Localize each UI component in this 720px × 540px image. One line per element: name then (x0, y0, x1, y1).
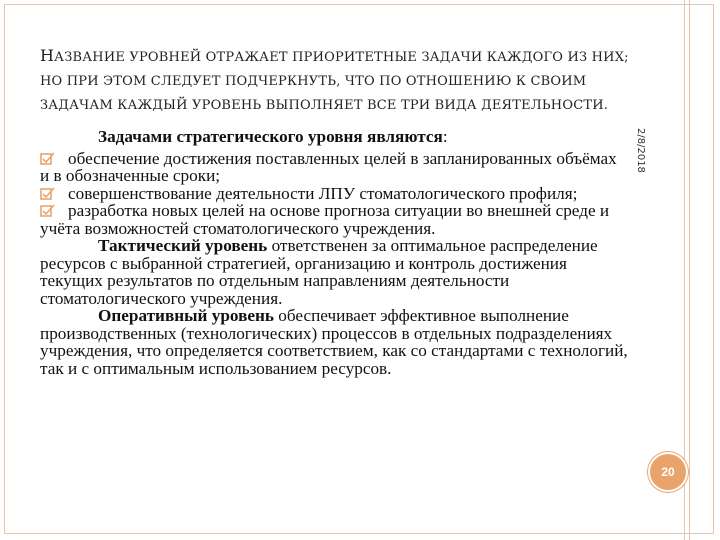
operative-text: обеспечивает эффективное выполнение производственных (технологических) процессов в отдельных подразделениях учреждения, что определяется соответствием, как со стандартами с технологий, так и с оптимальным использованием ресурсов. (40, 306, 628, 378)
bullet-text: совершенствование деятельности ЛПУ стоматологического профиля; (68, 183, 578, 203)
slide-body (40, 128, 630, 377)
title-text: АЗВАНИЕ УРОВНЕЙ ОТРАЖАЕТ ПРИОРИТЕТНЫЕ ЗАДАЧИ КАЖДОГО ИЗ НИХ; НО ПРИ ЭТОМ СЛЕДУЕТ ПОДЧЕРКНУТЬ, ЧТО ПО ОТНОШЕНИЮ К СВОИМ ЗАДАЧАМ КАЖДЫЙ УРОВЕНЬ ВЫПОЛНЯЕТ ВСЕ ТРИ ВИДА ДЕЯТЕЛЬНОСТИ. (40, 50, 629, 113)
operative-paragraph (40, 307, 630, 377)
intro-line (40, 128, 630, 146)
bullet-item (40, 185, 630, 203)
bullet-text: обеспечение достижения поставленных целей в запланированных объёмах и в обозначенные сроки; (40, 148, 617, 185)
slide-title (40, 44, 650, 118)
checkbox-bullet-icon (40, 187, 56, 201)
bullet-text: разработка новых целей на основе прогноза ситуации во внешней среде и учёта возможностей стоматологического учреждения. (40, 201, 610, 238)
checkbox-bullet-icon (40, 204, 56, 218)
vertical-rule (684, 0, 685, 540)
tactical-paragraph (40, 237, 630, 307)
tactical-text: ответственен за оптимальное распределение ресурсов с выбранной стратегией, организацию и контроль достижения текущих результатов по отдельным направлениям деятельности стоматологического учреждения. (40, 236, 598, 308)
title-cap: Н (40, 46, 55, 65)
checkbox-bullet-icon (40, 152, 56, 166)
intro-bold: Задачами стратегического уровня являются (98, 127, 443, 146)
page-number-badge: 20 (648, 452, 688, 492)
vertical-rule-2 (689, 0, 690, 540)
bullet-item (40, 202, 630, 237)
intro-tail: : (442, 127, 448, 146)
slide-date: 2/8/2018 (635, 128, 646, 173)
operative-bold: Оперативный уровень (98, 306, 274, 325)
tactical-bold: Тактический уровень (98, 236, 268, 255)
bullet-item (40, 150, 630, 185)
